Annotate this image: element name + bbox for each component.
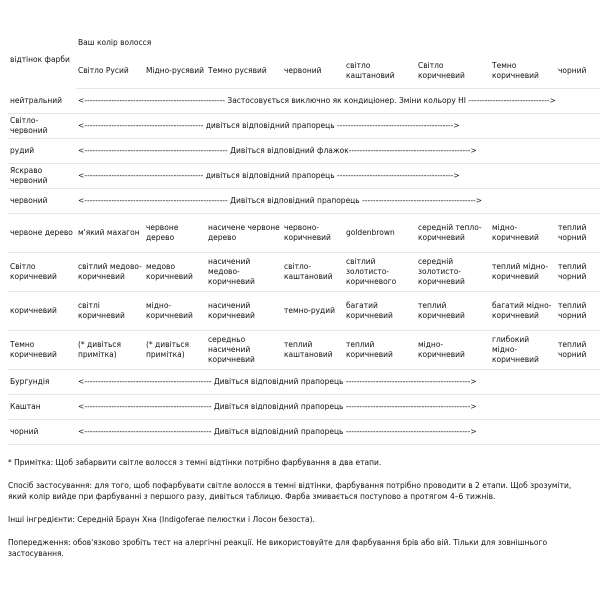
table-cell: світло-каштановий — [282, 253, 344, 292]
row-label: червоне дерево — [8, 214, 76, 253]
table-row — [8, 253, 600, 292]
table-row — [8, 395, 600, 420]
table-row — [8, 331, 600, 370]
table-row — [8, 139, 600, 164]
table-row — [8, 114, 600, 139]
table-cell: середній золотисто-коричневий — [416, 253, 490, 292]
group-header: Ваш колір волосся — [78, 38, 152, 47]
table-cell: мідно-коричневий — [144, 292, 206, 331]
table-cell: теплий чорний — [556, 292, 600, 331]
table-row — [8, 164, 600, 189]
row-label: Світло коричневий — [8, 253, 76, 292]
column-header: Світло Русий — [76, 54, 144, 89]
table-row — [8, 89, 600, 114]
column-header: Темно коричневий — [490, 54, 556, 89]
row-label: Яскраво червоний — [8, 164, 76, 189]
span-cell: <----------------------------------------------------- Дивіться відповідний флажок---------------------------------------------> — [76, 139, 600, 164]
table-cell: червоне дерево — [144, 214, 206, 253]
table-cell: м'який махагон — [76, 214, 144, 253]
corner-label: відтінок фарби — [10, 55, 70, 65]
table-cell: насичений коричневий — [206, 292, 282, 331]
row-label: Бургундія — [8, 370, 76, 395]
table-cell: теплий коричневий — [344, 331, 416, 370]
span-cell: <----------------------------------------------- Дивіться відповідний прапорець ----------------------------------------------> — [76, 420, 600, 445]
table-cell: (* дивіться примітка) — [76, 331, 144, 370]
row-label: нейтральний — [8, 89, 76, 114]
table-cell: (* дивіться примітка) — [144, 331, 206, 370]
table-cell: темно-рудий — [282, 292, 344, 331]
row-label: чорний — [8, 420, 76, 445]
table-cell: медово коричневий — [144, 253, 206, 292]
column-header: світло каштановий — [344, 54, 416, 89]
row-label: коричневий — [8, 292, 76, 331]
table-cell: глибокий мідно-коричневий — [490, 331, 556, 370]
row-label: Темно коричневий — [8, 331, 76, 370]
table-row — [8, 214, 600, 253]
notes-section — [8, 457, 586, 559]
table-cell: теплий чорний — [556, 214, 600, 253]
span-cell: <-------------------------------------------- дивіться відповідний прапорець -------------------------------------------> — [76, 164, 600, 189]
table-row — [8, 292, 600, 331]
table-row — [8, 370, 600, 395]
table-cell: середньо насичений коричневий — [206, 331, 282, 370]
column-header: чорний — [556, 54, 600, 89]
table-cell: goldenbrown — [344, 214, 416, 253]
page — [8, 32, 590, 571]
footnote: * Примітка: Щоб забарвити світле волосся з темні відтінки потрібно фарбування в два етапи. — [8, 458, 382, 467]
hair-color-table — [8, 32, 600, 445]
table-cell: багатий мідно-коричневий — [490, 292, 556, 331]
column-header: Мідно-русявий — [144, 54, 206, 89]
table-cell: світлий медово-коричневий — [76, 253, 144, 292]
row-label: рудий — [8, 139, 76, 164]
table-cell: мідно-коричневий — [490, 214, 556, 253]
table-cell: теплий мідно-коричневий — [490, 253, 556, 292]
table-cell: мідно-коричневий — [416, 331, 490, 370]
table-row — [8, 420, 600, 445]
table-cell: теплий чорний — [556, 331, 600, 370]
column-header: Світло коричневий — [416, 54, 490, 89]
ingredients: Інші інгредієнти: Середній Браун Хна (Indigoferae пелюстки і Лосон безоста). — [8, 515, 315, 524]
table-cell: теплий чорний — [556, 253, 600, 292]
warning: Попередження: обов'язково зробіть тест на алергічні реакції. Не використовуйте для фарбування брів або вій. Тільки для зовнішнього застосування. — [8, 538, 548, 558]
column-header: червоний — [282, 54, 344, 89]
table-cell: світлі коричневий — [76, 292, 144, 331]
row-label: Каштан — [8, 395, 76, 420]
span-cell: <----------------------------------------------------- Дивіться відповідний прапорець ------------------------------------------> — [76, 189, 600, 214]
table-cell: насичений медово-коричневий — [206, 253, 282, 292]
span-cell: <----------------------------------------------- Дивіться відповідний прапорець ----------------------------------------------> — [76, 370, 600, 395]
row-label: Світло-червоний — [8, 114, 76, 139]
span-cell: <---------------------------------------------------- Застосовується виключно як кондиціонер. Зміни кольору НІ ------------------------------> — [76, 89, 600, 114]
span-cell: <----------------------------------------------- Дивіться відповідний прапорець ----------------------------------------------> — [76, 395, 600, 420]
table-cell: багатий коричневий — [344, 292, 416, 331]
row-label: червоний — [8, 189, 76, 214]
column-header: Темно русявий — [206, 54, 282, 89]
table-row — [8, 189, 600, 214]
table-cell: теплий каштановий — [282, 331, 344, 370]
usage-instructions: Спосіб застосування: для того, щоб пофарбувати світле волосся в темні відтінки, фарбування потрібно проводити в 2 етапи. Щоб зрозуміти, який колір вийде при фарбуванні з першого разу, дивіться таблицю. Фарба змивається поступово а протягом 4–6 тижнів. — [8, 481, 572, 501]
table-cell: світлий золотисто-коричневого — [344, 253, 416, 292]
table-cell: насичене червоне дерево — [206, 214, 282, 253]
table-cell: червоно-коричневий — [282, 214, 344, 253]
span-cell: <-------------------------------------------- дивіться відповідний прапорець -------------------------------------------> — [76, 114, 600, 139]
table-cell: теплий коричневий — [416, 292, 490, 331]
table-cell: середній тепло-коричневий — [416, 214, 490, 253]
